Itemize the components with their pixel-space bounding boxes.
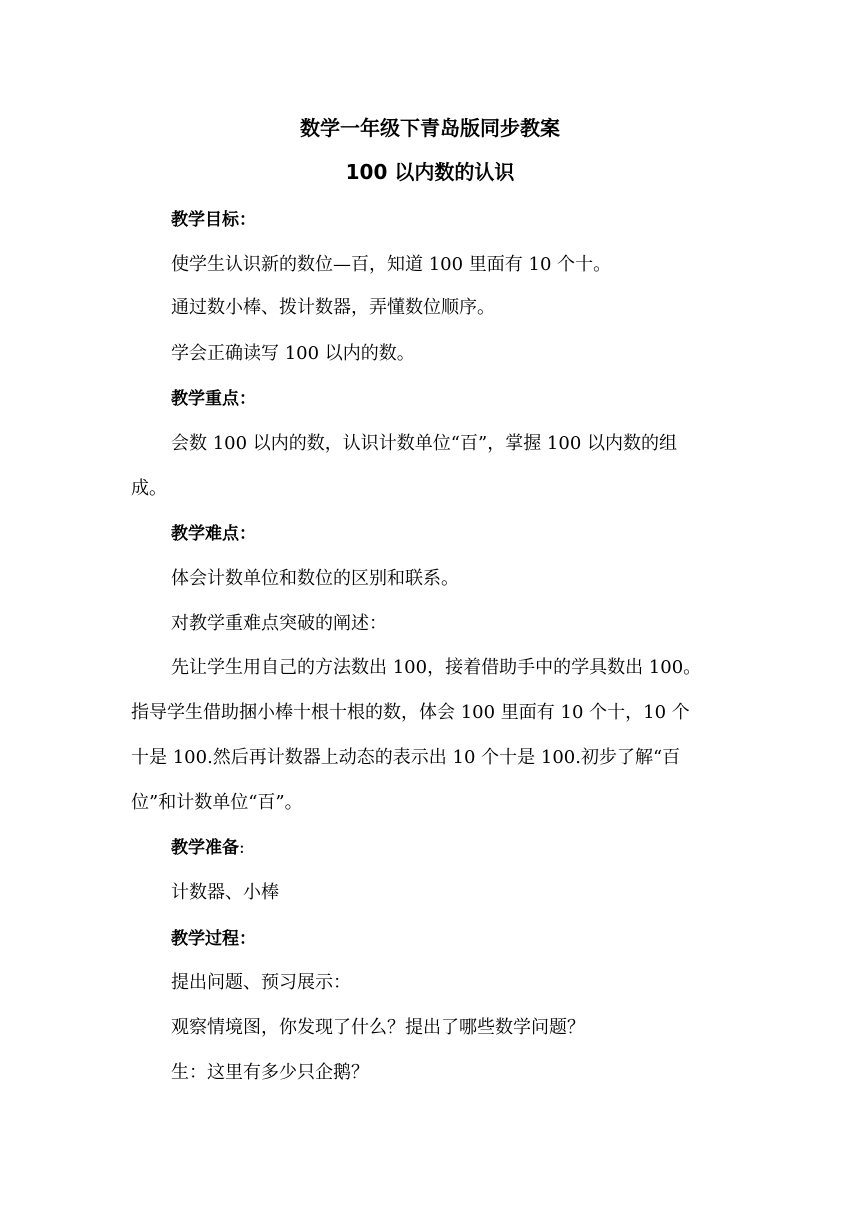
breakthrough-heading: 对教学重难点突破的阐述：	[171, 613, 387, 634]
document-title: 数学一年级下青岛版同步教案	[300, 116, 560, 140]
breakthrough-line-3: 十是 100.然后再计数器上动态的表示出 10 个十是 100.初步了解“百	[131, 747, 681, 768]
goal-item-1: 使学生认识新的数位—百，知道 100 里面有 10 个十。	[171, 254, 612, 275]
goal-item-3: 学会正确读写 100 以内的数。	[171, 343, 415, 364]
process-line-3: 生：这里有多少只企鹅？	[171, 1062, 369, 1083]
goal-item-2: 通过数小棒、拨计数器，弄懂数位顺序。	[171, 297, 495, 318]
preparation-heading-label: 教学准备	[171, 838, 239, 858]
breakthrough-line-2: 指导学生借助捆小棒十根十根的数，体会 100 里面有 10 个十，10 个	[131, 702, 690, 723]
process-heading: 教学过程：	[171, 929, 256, 949]
preparation-text: 计数器、小棒	[171, 882, 279, 903]
key-points-heading: 教学重点：	[171, 389, 256, 409]
goals-heading: 教学目标：	[171, 210, 256, 230]
preparation-heading	[0, 835, 860, 861]
difficulty-text: 体会计数单位和数位的区别和联系。	[171, 568, 459, 589]
process-line-2: 观察情境图，你发现了什么？提出了哪些数学问题？	[171, 1017, 585, 1038]
process-line-1: 提出问题、预习展示：	[171, 972, 351, 993]
preparation-heading-colon: :	[239, 838, 245, 858]
breakthrough-line-1: 先让学生用自己的方法数出 100，接着借助手中的学具数出 100。	[171, 657, 702, 678]
document-subtitle: 100 以内数的认识	[345, 160, 515, 184]
difficulty-heading: 教学难点：	[171, 524, 256, 544]
breakthrough-line-4: 位”和计数单位“百”。	[131, 792, 303, 813]
key-points-line-1: 会数 100 以内的数，认识计数单位“百”，掌握 100 以内数的组	[171, 433, 678, 454]
key-points-line-2: 成。	[131, 478, 167, 499]
